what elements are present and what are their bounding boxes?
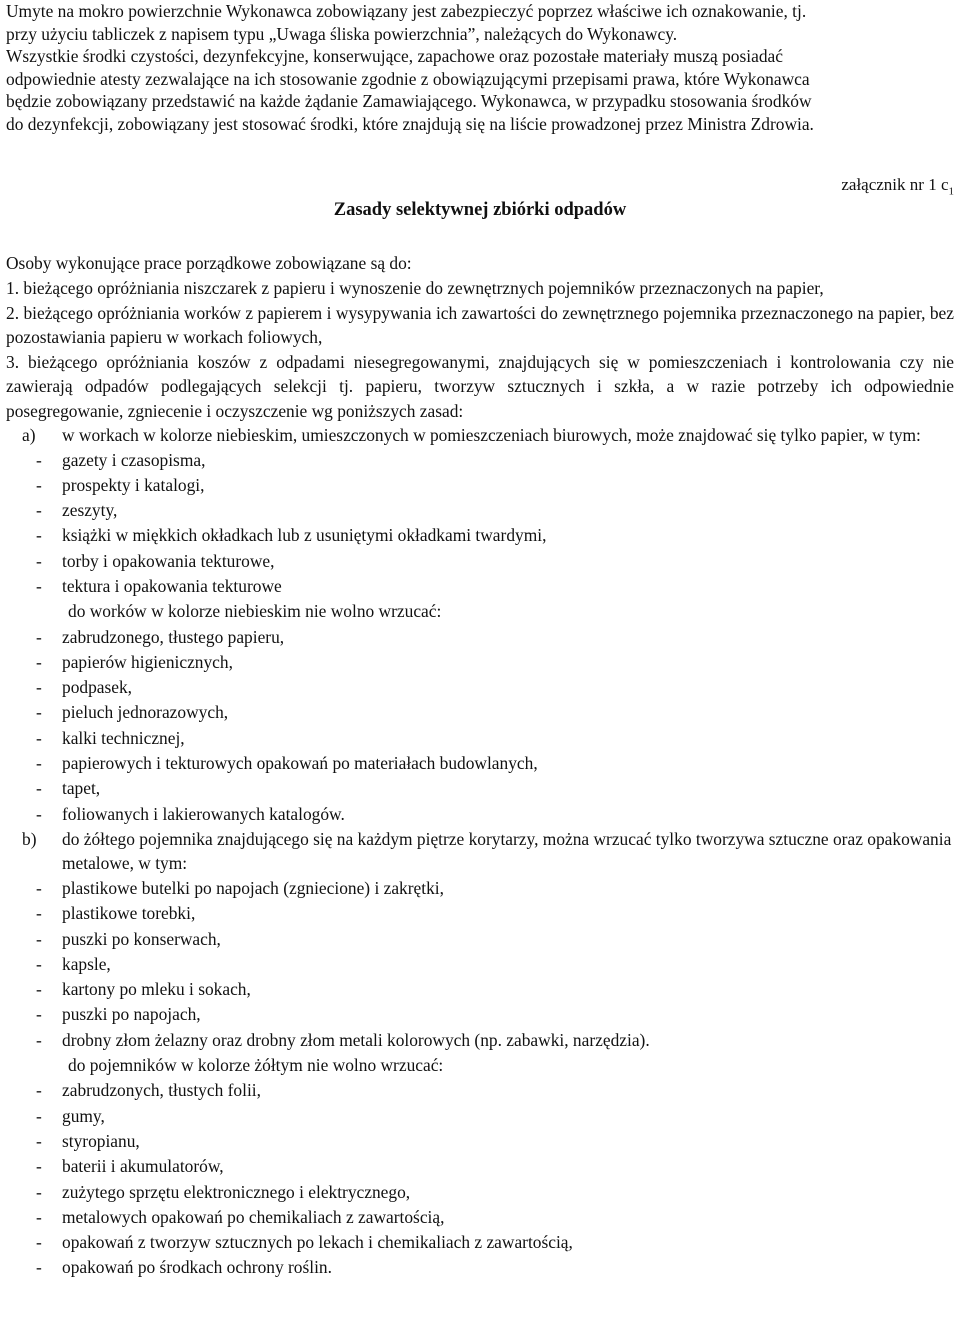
list-item: - metalowych opakowań po chemikaliach z zawartością, [6, 1205, 954, 1230]
list-item: - kalki technicznej, [6, 726, 954, 751]
list-item: - baterii i akumulatorów, [6, 1154, 954, 1179]
rules-list [6, 276, 954, 423]
list-item: - gumy, [6, 1104, 954, 1129]
forbidden-note: do pojemników w kolorze żółtym nie wolno wrzucać: [68, 1055, 444, 1076]
list-item: - prospekty i katalogi, [6, 473, 954, 498]
forbidden-note: do worków w kolorze niebieskim nie wolno wrzucać: [68, 601, 442, 622]
intro-line: odpowiednie atesty zezwalające na ich stosowanie zgodnie z obowiązującymi przepisami prawa, które Wykonawca [6, 68, 810, 89]
list-item: - gazety i czasopisma, [6, 448, 954, 473]
intro-paragraph [6, 0, 954, 135]
section-a [6, 423, 954, 827]
list-item: - opakowań z tworzyw sztucznych po lekach i chemikaliach z zawartością, [6, 1230, 954, 1255]
section-a-heading: a) w workach w kolorze niebieskim, umieszczonych w pomieszczeniach biurowych, może znajdować się tylko papier, w tym: [22, 425, 921, 445]
list-item: - zabrudzonych, tłustych folii, [6, 1078, 954, 1103]
list-item: - plastikowe butelki po napojach (zgniecione) i zakrętki, [6, 876, 954, 901]
list-item: - papierów higienicznych, [6, 650, 954, 675]
list-item: - torby i opakowania tekturowe, [6, 549, 954, 574]
section-b [6, 827, 954, 1281]
intro-line: Wszystkie środki czystości, dezynfekcyjne, konserwujące, zapachowe oraz pozostałe materiały muszą posiadać [6, 46, 783, 66]
list-item: - pieluch jednorazowych, [6, 700, 954, 725]
list-item: - książki w miękkich okładkach lub z usuniętymi okładkami twardymi, [6, 523, 954, 548]
intro-line: przy użyciu tabliczek z napisem typu „Uwaga śliska powierzchnia”, należących do Wykonawcy. [6, 23, 678, 44]
page-title: Zasady selektywnej zbiórki odpadów [333, 200, 627, 220]
intro-line: będzie zobowiązany przedstawić na każde żądanie Zamawiającego. Wykonawca, w przypadku stosowania środków [6, 91, 812, 111]
rule-item: 3. bieżącego opróżniania koszów z odpadami niesegregowanymi, znajdujących się w pomieszczeniach i kontrolowania czy nie zawierają odpadów podlegających selekcji tj. papieru, tworzyw sztucznych i szkła, a w razie potrzeby ich odpowiednie posegregowanie, zgniecenie i oczyszczenie wg poniższych zasad: [6, 351, 954, 421]
list-item: - foliowanych i lakierowanych katalogów. [6, 802, 954, 827]
rule-item: 1. bieżącego opróżniania niszczarek z papieru i wynoszenie do zewnętrznych pojemników przeznaczonych na papier, [6, 278, 824, 298]
list-item: - papierowych i tekturowych opakowań po materiałach budowlanych, [6, 751, 954, 776]
list-item: - zeszyty, [6, 498, 954, 523]
list-item: - podpasek, [6, 675, 954, 700]
list-item: - puszki po konserwach, [6, 927, 954, 952]
list-item: - zużytego sprzętu elektronicznego i elektrycznego, [6, 1180, 954, 1205]
list-item: - kartony po mleku i sokach, [6, 977, 954, 1002]
intro-line: do dezynfekcji, zobowiązany jest stosować środki, które znajdują się na liście prowadzonej przez Ministra Zdrowia. [6, 113, 814, 134]
section-header [6, 175, 954, 251]
attachment-label: załącznik nr 1 $c_1$ [841, 175, 954, 198]
list-item: - tapet, [6, 776, 954, 801]
list-item: - drobny złom żelazny oraz drobny złom metali kolorowych (np. zabawki, narzędzia). [6, 1028, 954, 1053]
rule-item: 2. bieżącego opróżniania worków z papierem i wysypywania ich zawartości do zewnętrznego pojemnika przeznaczonego na papier, bez pozostawiania papieru w workach foliowych, [6, 302, 954, 347]
list-item: - plastikowe torebki, [6, 901, 954, 926]
intro-line: Umyte na mokro powierzchnie Wykonawca zobowiązany jest zabezpieczyć poprzez właściwe ich oznakowanie, tj. [6, 1, 807, 21]
list-item: - puszki po napojach, [6, 1002, 954, 1027]
list-item: - styropianu, [6, 1129, 954, 1154]
list-item: - tektura i opakowania tekturowe [6, 574, 954, 599]
list-item: - opakowań po środkach ochrony roślin. [6, 1255, 954, 1280]
section-b-heading: b) do żółtego pojemnika znajdującego się na każdym piętrze korytarzy, można wrzucać tylko tworzywa sztuczne oraz opakowania metalowe, w tym: [22, 828, 952, 874]
lead-text: Osoby wykonujące prace porządkowe zobowiązane są do: [6, 253, 412, 273]
list-item: - kapsle, [6, 952, 954, 977]
list-item: - zabrudzonego, tłustego papieru, [6, 625, 954, 650]
